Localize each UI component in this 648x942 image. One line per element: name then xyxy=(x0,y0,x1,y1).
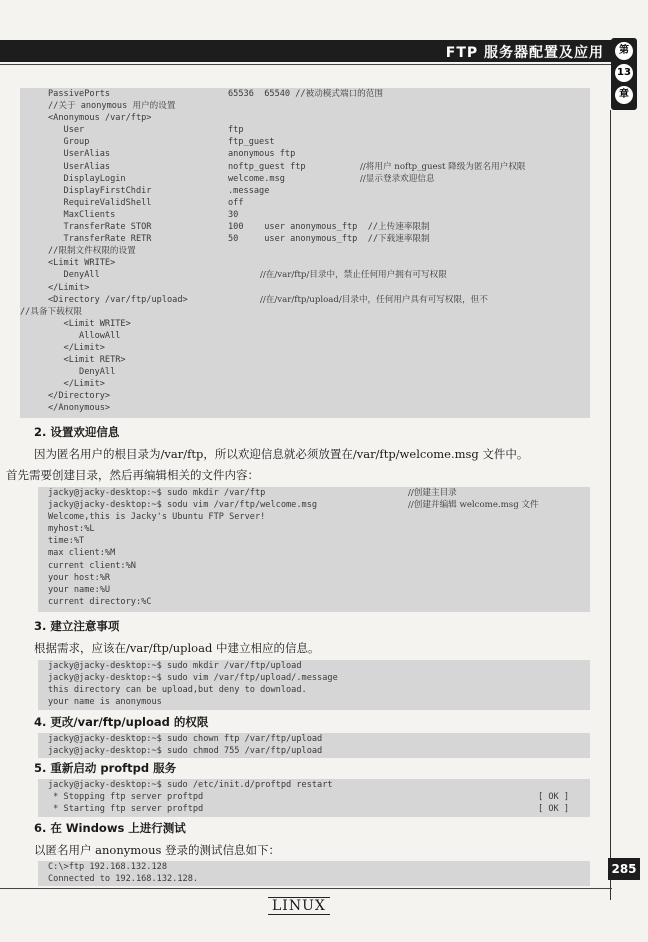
code-line xyxy=(20,282,590,294)
permission-code-block xyxy=(38,733,590,758)
code-text: </Limit> xyxy=(48,342,105,353)
code-text: ftp_guest xyxy=(228,137,275,148)
code-line xyxy=(38,696,590,708)
page-number: 285 xyxy=(608,858,640,880)
code-comment: //创建并编辑 welcome.msg 文件 xyxy=(408,500,539,511)
config-code-block xyxy=(20,88,590,418)
code-text: </Directory> xyxy=(48,391,111,402)
code-line xyxy=(20,306,590,318)
code-text: UserAlias xyxy=(48,149,111,160)
code-text: </Limit> xyxy=(48,379,105,390)
footer-logo: LINUX xyxy=(268,897,330,915)
code-text: <Limit WRITE> xyxy=(48,318,131,329)
side-rule xyxy=(610,110,611,900)
section-2-heading: 2. 设置欢迎信息 xyxy=(34,425,120,439)
code-line xyxy=(20,161,590,173)
header-rule xyxy=(0,64,612,65)
code-text: UserAlias xyxy=(48,161,111,172)
code-line xyxy=(20,245,590,257)
code-text: your name:%U xyxy=(48,584,111,595)
code-text: DisplayLogin xyxy=(48,173,126,184)
chapter-tab-char-3: 章 xyxy=(615,86,633,104)
code-line xyxy=(20,197,590,209)
code-line xyxy=(38,584,590,596)
code-text: <Limit RETR> xyxy=(48,355,126,366)
restart-code-block xyxy=(38,779,590,817)
code-text: DisplayFirstChdir xyxy=(48,185,152,196)
code-line xyxy=(20,136,590,148)
code-text: User xyxy=(48,125,85,136)
code-text: DenyAll xyxy=(48,270,100,281)
code-comment: //将用户 noftp_guest 降级为匿名用户权限 xyxy=(360,161,526,172)
code-text: jacky@jacky-desktop:~$ sudo mkdir /var/ftp xyxy=(48,488,266,498)
code-text: //具备下载权限 xyxy=(20,306,82,317)
code-line xyxy=(20,269,590,281)
code-text: RequireValidShell xyxy=(48,197,152,208)
code-line xyxy=(38,535,590,547)
code-line xyxy=(20,221,590,233)
code-line xyxy=(38,684,590,696)
code-text: jacky@jacky-desktop:~$ sudo chown ftp /var/ftp/upload xyxy=(48,734,323,744)
code-text: ftp xyxy=(228,125,244,136)
chapter-tab xyxy=(611,38,637,110)
code-text: jacky@jacky-desktop:~$ sudo /etc/init.d/proftpd restart xyxy=(48,780,333,790)
code-line xyxy=(20,390,590,402)
code-line xyxy=(20,366,590,378)
code-line xyxy=(20,124,590,136)
code-line xyxy=(20,173,590,185)
code-text: time:%T xyxy=(48,536,85,547)
code-text: DenyAll xyxy=(48,367,116,378)
code-text: 100 user anonymous_ftp //上传速率限制 xyxy=(228,222,430,233)
code-text: //限制文件权限的设置 xyxy=(48,246,136,257)
code-text: <Limit WRITE> xyxy=(48,258,116,269)
code-text: TransferRate STOR xyxy=(48,222,152,233)
code-text: jacky@jacky-desktop:~$ sudo vim /var/ftp/upload/.message xyxy=(48,673,338,684)
code-text: this directory can be upload,but deny to download. xyxy=(48,685,307,696)
section-6-paragraph: 以匿名用户 anonymous 登录的测试信息如下： xyxy=(34,843,281,857)
chapter-tab-char-1: 第 xyxy=(615,42,633,60)
code-text: jacky@jacky-desktop:~$ sudo chmod 755 /var/ftp/upload xyxy=(48,746,323,757)
code-comment: //在/var/ftp/upload/目录中，任何用户具有可写权限，但不 xyxy=(260,294,488,305)
code-line xyxy=(20,148,590,160)
code-text: * Stopping ftp server proftpd xyxy=(48,792,204,803)
code-text: </Limit> xyxy=(48,282,90,293)
code-text: C:\>ftp 192.168.132.128 xyxy=(48,862,167,872)
code-text: jacky@jacky-desktop:~$ sodu vim /var/ftp/welcome.msg xyxy=(48,500,318,511)
code-comment: //显示登录欢迎信息 xyxy=(360,173,435,184)
section-6-heading: 6. 在 Windows 上进行测试 xyxy=(34,821,186,835)
code-line xyxy=(20,330,590,342)
section-2-paragraph-1: 因为匿名用户的根目录为/var/ftp，所以欢迎信息就必须放置在/var/ftp/welcome.msg 文件中。 xyxy=(34,447,529,461)
code-text: Welcome,this is Jacky's Ubuntu FTP Server! xyxy=(48,512,266,523)
code-text: <Directory /var/ftp/upload> xyxy=(48,294,188,305)
code-line xyxy=(38,499,590,511)
code-text: current directory:%C xyxy=(48,596,152,607)
code-text: max client:%M xyxy=(48,548,116,559)
code-text: <Anonymous /var/ftp> xyxy=(48,113,152,124)
code-line xyxy=(38,779,590,791)
code-line xyxy=(20,88,590,100)
code-line xyxy=(20,209,590,221)
code-line xyxy=(20,378,590,390)
code-text: .message xyxy=(228,185,270,196)
code-comment: //创建主目录 xyxy=(408,488,457,498)
code-text: </Anonymous> xyxy=(48,403,111,414)
section-4-heading: 4. 更改/var/ftp/upload 的权限 xyxy=(34,715,209,729)
code-line xyxy=(20,402,590,414)
code-line xyxy=(20,100,590,112)
code-line xyxy=(20,233,590,245)
code-text: welcome.msg xyxy=(228,173,285,184)
code-line xyxy=(20,318,590,330)
code-text: 30 xyxy=(228,209,239,220)
code-text: noftp_guest ftp xyxy=(228,161,306,172)
code-text: PassivePorts xyxy=(48,89,111,99)
code-text: myhost:%L xyxy=(48,524,95,535)
code-text: 65536 65540 //被动模式端口的范围 xyxy=(228,89,383,99)
section-2-paragraph-2: 首先需要创建目录，然后再编辑相关的文件内容： xyxy=(6,468,259,482)
code-line xyxy=(20,257,590,269)
notice-code-block xyxy=(38,660,590,710)
page-header-title: FTP 服务器配置及应用 xyxy=(445,45,604,61)
code-line xyxy=(38,791,590,803)
code-line xyxy=(38,511,590,523)
code-text: AllowAll xyxy=(48,330,121,341)
footer-rule xyxy=(0,888,612,889)
code-line xyxy=(38,523,590,535)
code-line xyxy=(38,596,590,608)
code-text: * Starting ftp server proftpd xyxy=(48,804,204,815)
code-line xyxy=(38,487,590,499)
section-3-heading: 3. 建立注意事项 xyxy=(34,619,120,633)
code-text: TransferRate RETR xyxy=(48,234,152,245)
code-text: MaxClients xyxy=(48,209,116,220)
code-line xyxy=(38,672,590,684)
code-text: Group xyxy=(48,137,90,148)
code-line xyxy=(20,294,590,306)
code-text: Connected to 192.168.132.128. xyxy=(48,874,199,885)
code-line xyxy=(38,733,590,745)
code-text: //关于 anonymous 用户的设置 xyxy=(48,101,176,112)
code-text: off xyxy=(228,197,244,208)
code-line xyxy=(20,112,590,124)
code-line xyxy=(20,354,590,366)
code-line xyxy=(38,803,590,815)
code-comment: //在/var/ftp/目录中，禁止任何用户拥有可写权限 xyxy=(260,270,447,281)
code-line xyxy=(38,572,590,584)
code-line xyxy=(20,185,590,197)
code-text: 50 user anonymous_ftp //下载速率限制 xyxy=(228,234,430,245)
code-text: current client:%N xyxy=(48,560,136,571)
windows-test-code-block xyxy=(38,861,590,886)
section-5-heading: 5. 重新启动 proftpd 服务 xyxy=(34,761,177,775)
chapter-tab-number: 13 xyxy=(615,64,633,82)
code-text: [ OK ] xyxy=(538,792,570,803)
code-text: jacky@jacky-desktop:~$ sudo mkdir /var/ftp/upload xyxy=(48,661,302,671)
code-text: your name is anonymous xyxy=(48,697,162,708)
code-text: anonymous ftp xyxy=(228,149,296,160)
section-3-paragraph: 根据需求，应该在/var/ftp/upload 中建立相应的信息。 xyxy=(34,641,320,655)
code-line xyxy=(20,342,590,354)
code-line xyxy=(38,560,590,572)
welcome-code-block xyxy=(38,487,590,612)
code-text: [ OK ] xyxy=(538,804,570,815)
code-text: your host:%R xyxy=(48,572,111,583)
code-line xyxy=(38,873,590,885)
code-line xyxy=(38,745,590,757)
code-line xyxy=(38,660,590,672)
code-line xyxy=(38,547,590,559)
code-line xyxy=(38,861,590,873)
